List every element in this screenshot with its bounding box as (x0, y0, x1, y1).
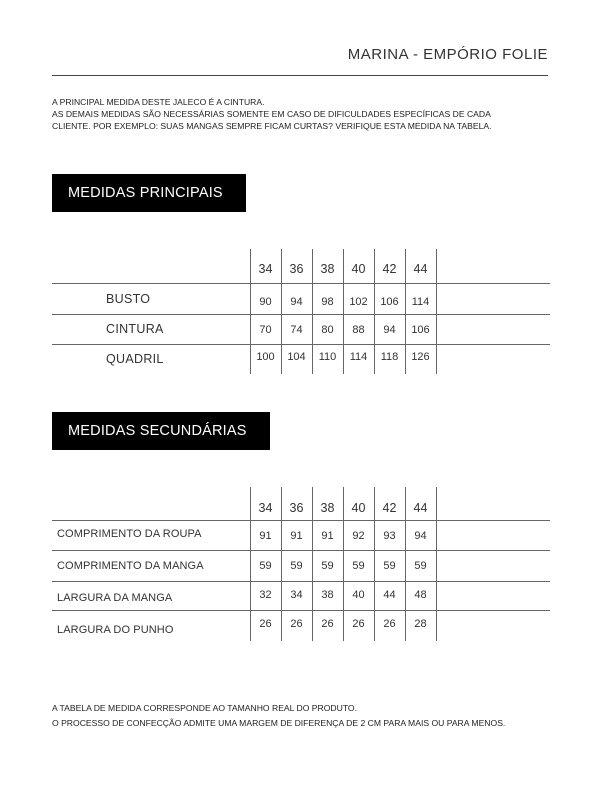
row-divider (52, 581, 550, 582)
row-label: CINTURA (106, 322, 164, 336)
main-measures-title-text: MEDIDAS PRINCIPAIS (68, 185, 223, 201)
row-divider (52, 610, 550, 611)
row-divider (52, 344, 550, 345)
size-header: 42 (382, 501, 397, 515)
row-divider (52, 550, 550, 551)
size-header: 40 (351, 501, 366, 515)
table-cell: 40 (352, 589, 365, 601)
row-label: LARGURA DO PUNHO (57, 624, 174, 636)
column-divider (436, 487, 437, 641)
intro-line: AS DEMAIS MEDIDAS SÃO NECESSÁRIAS SOMENTE EM CASO DE DIFICULDADES ESPECÍFICAS DE CADA (52, 109, 491, 119)
size-header: 36 (289, 501, 304, 515)
table-cell: 59 (383, 560, 396, 572)
table-cell: 44 (383, 589, 396, 601)
size-header: 34 (258, 501, 273, 515)
table-cell: 28 (414, 618, 427, 630)
intro-text (52, 96, 552, 132)
size-header: 38 (320, 262, 335, 276)
table-cell: 38 (321, 589, 334, 601)
size-header: 38 (320, 501, 335, 515)
table-cell: 59 (290, 560, 303, 572)
table-cell: 98 (321, 296, 334, 308)
table-cell: 93 (383, 530, 396, 542)
size-header: 44 (413, 501, 428, 515)
table-cell: 90 (259, 296, 272, 308)
table-cell: 70 (259, 324, 272, 336)
table-cell: 26 (321, 618, 334, 630)
table-cell: 91 (321, 530, 334, 542)
row-label: COMPRIMENTO DA ROUPA (57, 528, 202, 540)
table-cell: 59 (259, 560, 272, 572)
intro-line: A PRINCIPAL MEDIDA DESTE JALECO É A CINTURA. (52, 97, 265, 107)
table-cell: 118 (380, 351, 399, 363)
table-cell: 106 (380, 296, 399, 308)
table-cell: 26 (352, 618, 365, 630)
table-cell: 80 (321, 324, 334, 336)
table-cell: 88 (352, 324, 365, 336)
row-label: QUADRIL (106, 352, 164, 366)
table-cell: 74 (290, 324, 303, 336)
table-cell: 91 (290, 530, 303, 542)
top-divider (52, 75, 548, 76)
table-cell: 114 (349, 351, 368, 363)
table-cell: 106 (411, 324, 430, 336)
intro-line: CLIENTE. POR EXEMPLO: SUAS MANGAS SEMPRE FICAM CURTAS? VERIFIQUE ESTA MEDIDA NA TABELA. (52, 121, 492, 131)
table-cell: 59 (352, 560, 365, 572)
table-cell: 26 (290, 618, 303, 630)
size-header: 40 (351, 262, 366, 276)
footer-notes (52, 701, 505, 731)
row-label: LARGURA DA MANGA (57, 592, 173, 604)
table-cell: 91 (259, 530, 272, 542)
main-measures-title (52, 174, 246, 212)
brand-title: MARINA - EMPÓRIO FOLIE (347, 46, 548, 63)
table-cell: 26 (259, 618, 272, 630)
table-cell: 59 (321, 560, 334, 572)
size-header: 42 (382, 262, 397, 276)
column-divider (436, 249, 437, 374)
table-cell: 94 (414, 530, 427, 542)
table-cell: 114 (411, 296, 430, 308)
table-cell: 104 (287, 351, 306, 363)
row-divider (52, 520, 550, 521)
table-cell: 92 (352, 530, 365, 542)
table-cell: 110 (318, 351, 337, 363)
table-cell: 59 (414, 560, 427, 572)
table-cell: 94 (383, 324, 396, 336)
row-label: BUSTO (106, 292, 151, 306)
row-divider (52, 314, 550, 315)
note-line: O PROCESSO DE CONFECÇÃO ADMITE UMA MARGEM DE DIFERENÇA DE 2 CM PARA MAIS OU PARA MENOS. (52, 718, 506, 728)
table-cell: 100 (256, 351, 275, 363)
table-cell: 94 (290, 296, 303, 308)
size-header: 44 (413, 262, 428, 276)
secondary-measures-title (52, 412, 270, 450)
table-cell: 26 (383, 618, 396, 630)
table-cell: 102 (349, 296, 368, 308)
row-label: COMPRIMENTO DA MANGA (57, 560, 204, 572)
size-header: 34 (258, 262, 273, 276)
table-cell: 126 (411, 351, 430, 363)
secondary-measures-title-text: MEDIDAS SECUNDÁRIAS (68, 423, 247, 439)
size-header: 36 (289, 262, 304, 276)
row-divider (52, 283, 550, 284)
table-cell: 48 (414, 589, 427, 601)
note-line: A TABELA DE MEDIDA CORRESPONDE AO TAMANHO REAL DO PRODUTO. (52, 703, 357, 713)
table-cell: 34 (290, 589, 303, 601)
table-cell: 32 (259, 589, 272, 601)
